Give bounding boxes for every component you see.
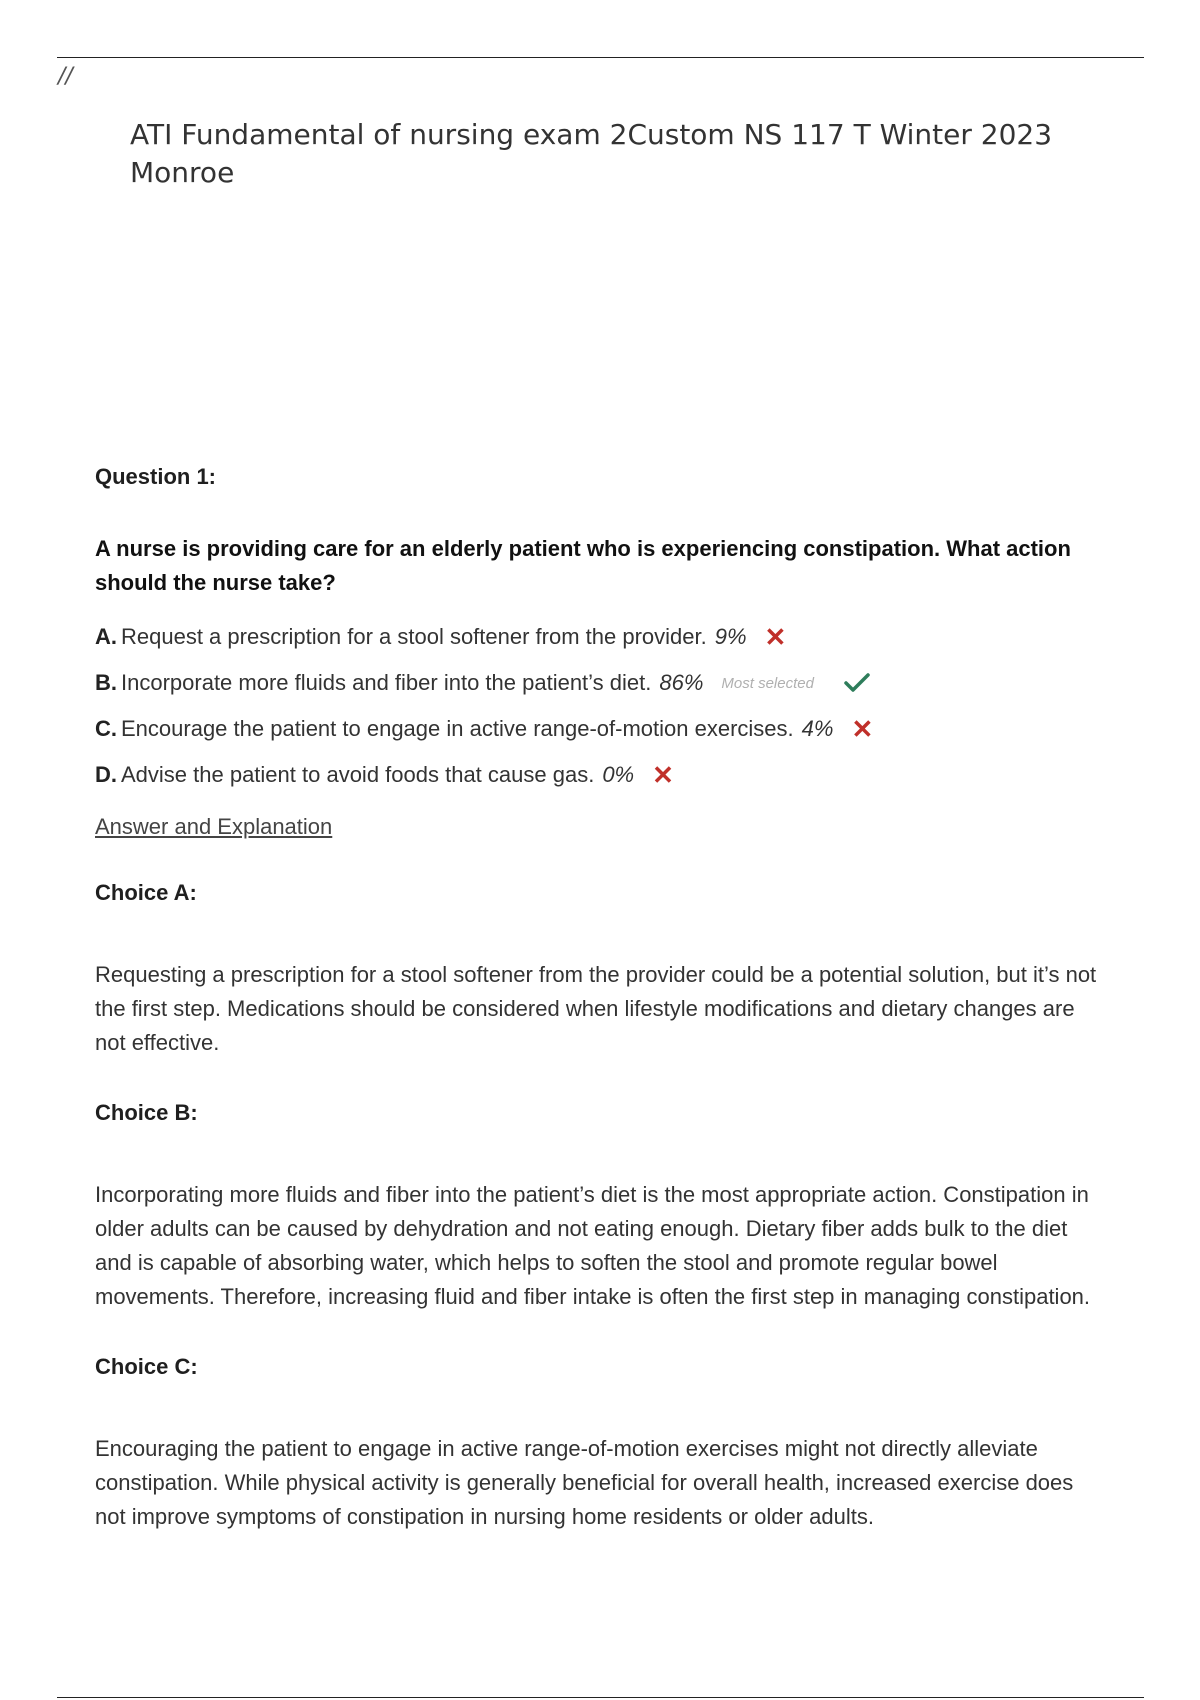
- choice-heading: Choice B:: [95, 1100, 198, 1125]
- option-c[interactable]: [95, 706, 1105, 752]
- choice-body: Incorporating more fluids and fiber into the patient’s diet is the most appropriate action. Constipation in older adults can be caused by dehydration and not eating enough. Dietary fiber adds bulk to the diet and is capable of absorbing water, which helps to soften the stool and promote regular bowel movements. Therefore, increasing fluid and fiber intake is often the first step in managing constipation.: [95, 1182, 1091, 1309]
- document-title: ATI Fundamental of nursing exam 2Custom NS 117 T Winter 2023 Monroe: [130, 118, 1053, 189]
- choice-heading: Choice A:: [95, 880, 197, 905]
- answer-explanation-link[interactable]: Answer and Explanation: [95, 814, 333, 839]
- explanation-c: [95, 1354, 1105, 1534]
- choice-heading: Choice C:: [95, 1354, 198, 1379]
- explanation-a: [95, 880, 1105, 1060]
- bottom-rule: [57, 1697, 1144, 1698]
- option-letter: B.: [95, 670, 117, 695]
- choice-body: Requesting a prescription for a stool softener from the provider could be a potential solution, but it’s not the first step. Medications should be considered when lifestyle modifications and dietary changes are not effective.: [95, 962, 1097, 1055]
- choice-body: Encouraging the patient to engage in active range-of-motion exercises might not directly alleviate constipation. While physical activity is generally beneficial for overall health, increased exercise does not improve symptoms of constipation in nursing home residents or older adults.: [95, 1436, 1074, 1529]
- option-text: Request a prescription for a stool softener from the provider.: [121, 624, 707, 649]
- option-letter: C.: [95, 716, 117, 741]
- option-letter: D.: [95, 762, 117, 787]
- option-percent: 9%: [714, 624, 747, 649]
- most-selected-tag: Most selected: [721, 674, 814, 692]
- option-letter: A.: [95, 624, 117, 649]
- question-section: [95, 464, 1105, 1534]
- x-icon: ✕: [851, 714, 874, 744]
- option-d[interactable]: [95, 752, 1105, 798]
- x-icon: ✕: [764, 622, 787, 652]
- option-text: Incorporate more fluids and fiber into the patient’s diet.: [121, 670, 652, 695]
- check-icon: [844, 672, 866, 694]
- option-percent: 0%: [602, 762, 635, 787]
- option-a[interactable]: [95, 614, 1105, 660]
- x-icon: ✕: [652, 760, 674, 790]
- option-percent: 4%: [801, 716, 834, 741]
- page-marker: //: [58, 64, 73, 89]
- option-b[interactable]: [95, 660, 1105, 706]
- question-number: Question 1:: [95, 464, 217, 489]
- option-text: Encourage the patient to engage in active range-of-motion exercises.: [121, 716, 794, 741]
- question-text: A nurse is providing care for an elderly patient who is experiencing constipation. What action should the nurse take?: [95, 536, 1071, 595]
- option-percent: 86%: [659, 670, 704, 695]
- top-rule: [57, 57, 1144, 58]
- option-text: Advise the patient to avoid foods that cause gas.: [121, 762, 595, 787]
- answer-options: [95, 614, 1105, 798]
- explanation-b: [95, 1100, 1105, 1314]
